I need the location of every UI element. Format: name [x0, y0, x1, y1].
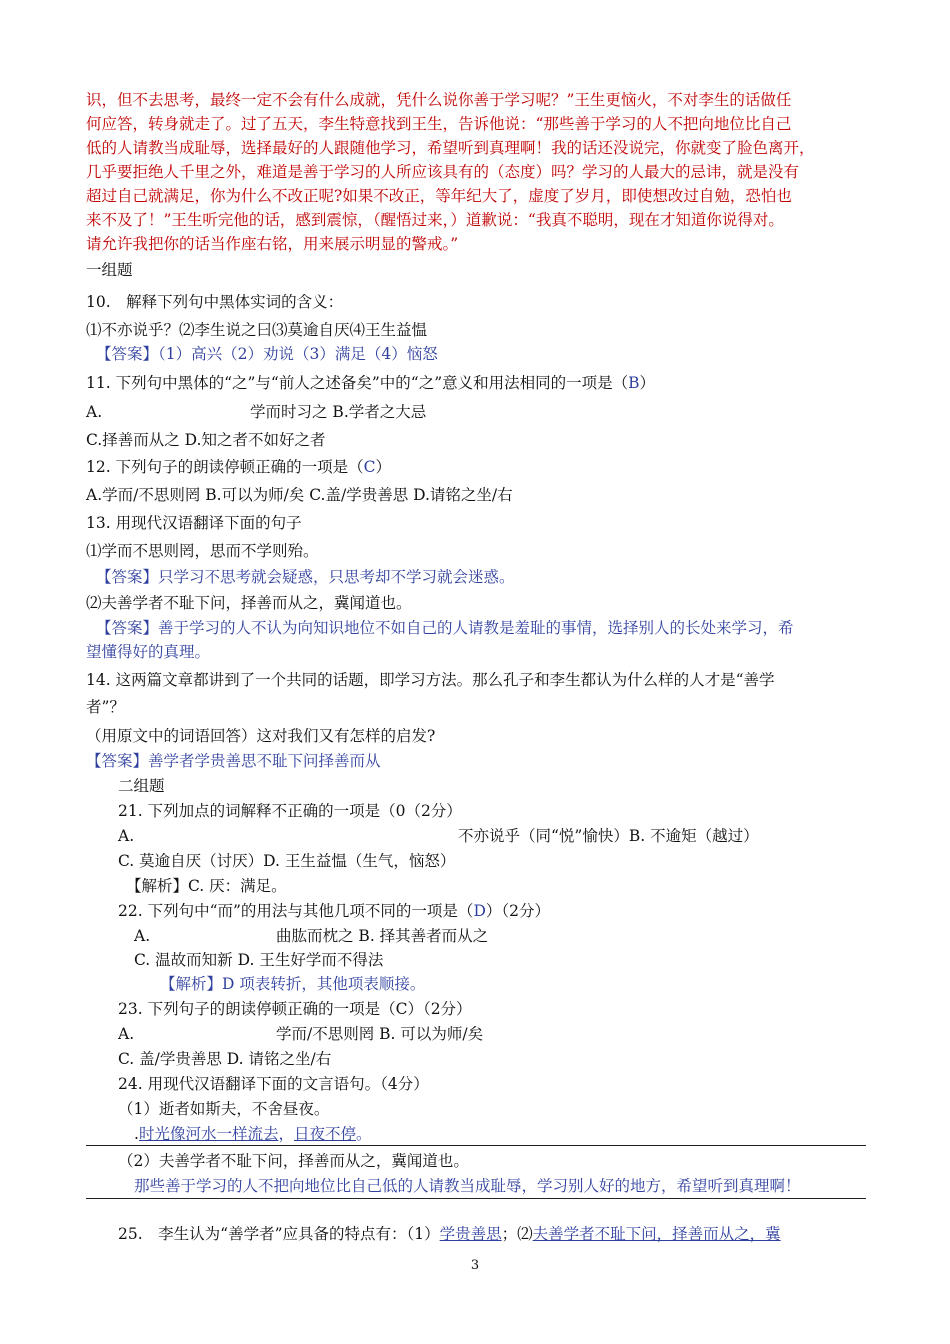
question-22-options-ab: 曲肱而枕之 B. 择其善者而从之 — [276, 927, 489, 945]
question-12-text: 12. 下列句子的朗读停顿正确的一项是（ — [86, 458, 364, 476]
answer-separator-line — [86, 1145, 866, 1146]
question-23-options-cd: C. 盖/学贵善思 D. 请铭之坐/右 — [118, 1050, 332, 1068]
question-25-answer-2: 夫善学者不耻下问，择善而从之，冀 — [532, 1225, 781, 1243]
translation-line-5: 超过自己就满足，你为什么不改正呢?如果不改正，等年纪大了，虚度了岁月，即使想改过自勉，恐怕也 — [86, 187, 792, 205]
question-11-close: ） — [639, 374, 656, 392]
question-13-item-2-answer-line-1: 【答案】善于学习的人不认为向知识地位不如自己的人请教是羞耻的事情，选择别人的长处来学习，希 — [96, 619, 794, 637]
question-11-options-ab: 学而时习之 B.学者之大忌 — [250, 403, 427, 421]
question-11 — [86, 373, 655, 393]
question-10-items: ⑴不亦说乎？⑵李生说之曰⑶莫逾自厌⑷王生益愠 — [86, 321, 428, 339]
question-25-answer-1: 学贵善思 — [439, 1225, 502, 1243]
question-22-options-cd: C. 温故而知新 D. 王生好学而不得法 — [134, 951, 384, 969]
question-22-close: ）（2分） — [485, 902, 550, 920]
translation-line-4: 几乎要拒绝人千里之外，难道是善于学习的人所应该具有的（态度）吗？学习的人最大的忌讳，就是没有 — [86, 163, 800, 181]
question-21-options-ab: 不亦说乎（同“悦”愉快）B. 不逾矩（越过） — [458, 827, 759, 845]
question-12-options: A.学而/不思则罔 B.可以为师/矣 C.盖/学贵善思 D.请铭之坐/右 — [86, 486, 513, 504]
question-12-close: ） — [375, 458, 391, 476]
question-25-sep: ；⑵ — [501, 1225, 533, 1243]
question-10-answer: 【答案】（1）高兴（2）劝说（3）满足（4）恼怒 — [96, 345, 438, 363]
group2-title: 二组题 — [118, 777, 165, 795]
page-number: 3 — [470, 1258, 480, 1273]
question-22-option-a-label: A. — [134, 927, 151, 945]
question-14-line-3: （用原文中的词语回答）这对我们又有怎样的启发? — [86, 727, 436, 745]
question-21-analysis: 【解析】C. 厌：满足。 — [126, 877, 287, 895]
answer-dot: . — [134, 1125, 139, 1143]
question-21: 21. 下列加点的词解释不正确的一项是（0（2分） — [118, 802, 462, 820]
question-23: 23. 下列句子的朗读停顿正确的一项是（C）（2分） — [118, 1000, 472, 1018]
group1-title: 一组题 — [86, 261, 133, 279]
question-22-analysis: 【解析】D 项表转折，其他项表顺接。 — [160, 975, 426, 993]
translation-line-1: 识，但不去思考，最终一定不会有什么成就，凭什么说你善于学习呢？”王生更恼火，不对李生的话做任 — [86, 91, 792, 109]
question-13-item-2: ⑵夫善学者不耻下问，择善而从之，冀闻道也。 — [86, 594, 412, 612]
question-14-line-1: 14. 这两篇文章都讲到了一个共同的话题，即学习方法。那么孔子和李生都认为什么样的人才是“善学 — [86, 671, 775, 689]
question-11-text: 11. 下列句中黑体的“之”与“前人之述备矣”中的“之”意义和用法相同的一项是（ — [86, 374, 629, 392]
question-12-answer: C — [363, 458, 376, 476]
question-10: 10. 解释下列句中黑体实词的含义： — [86, 293, 344, 311]
question-14-line-2: 者”？ — [86, 698, 125, 716]
question-23-options-ab: 学而/不思则罔 B. 可以为师/矣 — [276, 1025, 484, 1043]
question-25 — [118, 1224, 781, 1244]
question-24-item-2: （2）夫善学者不耻下问，择善而从之，冀闻道也。 — [118, 1152, 469, 1170]
question-14-answer: 【答案】善学者学贵善思不耻下问择善而从 — [86, 752, 381, 770]
question-22-text: 22. 下列句中“而”的用法与其他几项不同的一项是（ — [118, 902, 474, 920]
question-22 — [118, 901, 550, 921]
translation-line-3: 低的人请教当成耻辱，选择最好的人跟随他学习，希望听到真理啊！我的话还没说完，你就变了脸色离开， — [86, 139, 815, 157]
question-13-item-2-answer-line-2: 望懂得好的真理。 — [86, 643, 211, 661]
question-11-option-a-label: A. — [86, 403, 103, 421]
question-21-options-cd: C. 莫逾自厌（讨厌）D. 王生益愠（生气，恼怒） — [118, 852, 456, 870]
translation-line-6: 来不及了！”王生听完他的话，感到震惊，（醒悟过来，）道歉说：“我真不聪明，现在才知道你说得对。 — [86, 211, 784, 229]
question-13-item-1-answer: 【答案】只学习不思考就会疑惑，只思考却不学习就会迷惑。 — [96, 568, 515, 586]
question-24-item-1: （1）逝者如斯夫，不舍昼夜。 — [118, 1100, 330, 1118]
question-23-option-a-label: A. — [118, 1025, 135, 1043]
question-24-item-1-answer-end: 。 — [355, 1125, 372, 1143]
question-24-item-1-answer — [134, 1124, 372, 1144]
translation-line-7: 请允许我把你的话当作座右铭，用来展示明显的警戒。” — [86, 235, 459, 253]
question-25-text: 25. 李生认为“善学者”应具备的特点有：（1） — [118, 1225, 440, 1243]
question-24: 24. 用现代汉语翻译下面的文言语句。（4分） — [118, 1075, 429, 1093]
question-22-answer: D — [473, 902, 486, 920]
translation-line-2: 何应答，转身就走了。过了五天，李生特意找到王生，告诉他说：“那些善于学习的人不把向地位比自己 — [86, 115, 792, 133]
answer-separator-line-2 — [86, 1198, 866, 1199]
question-24-item-1-answer-a: 时光像河水一样流去 — [138, 1125, 279, 1143]
question-24-item-2-answer: 那些善于学习的人不把向地位比自己低的人请教当成耻辱，学习别人好的地方，希望听到真理啊！ — [134, 1177, 801, 1195]
question-11-answer: B — [628, 374, 640, 392]
question-21-option-a-label: A. — [118, 827, 135, 845]
question-11-options-cd: C.择善而从之 D.知之者不如好之者 — [86, 431, 326, 449]
question-12 — [86, 457, 391, 477]
question-24-item-1-answer-sep: ， — [278, 1125, 294, 1143]
question-13-item-1: ⑴学而不思则罔，思而不学则殆。 — [86, 542, 319, 560]
question-13: 13. 用现代汉语翻译下面的句子 — [86, 514, 302, 532]
question-24-item-1-answer-b: 日夜不停 — [293, 1125, 356, 1143]
